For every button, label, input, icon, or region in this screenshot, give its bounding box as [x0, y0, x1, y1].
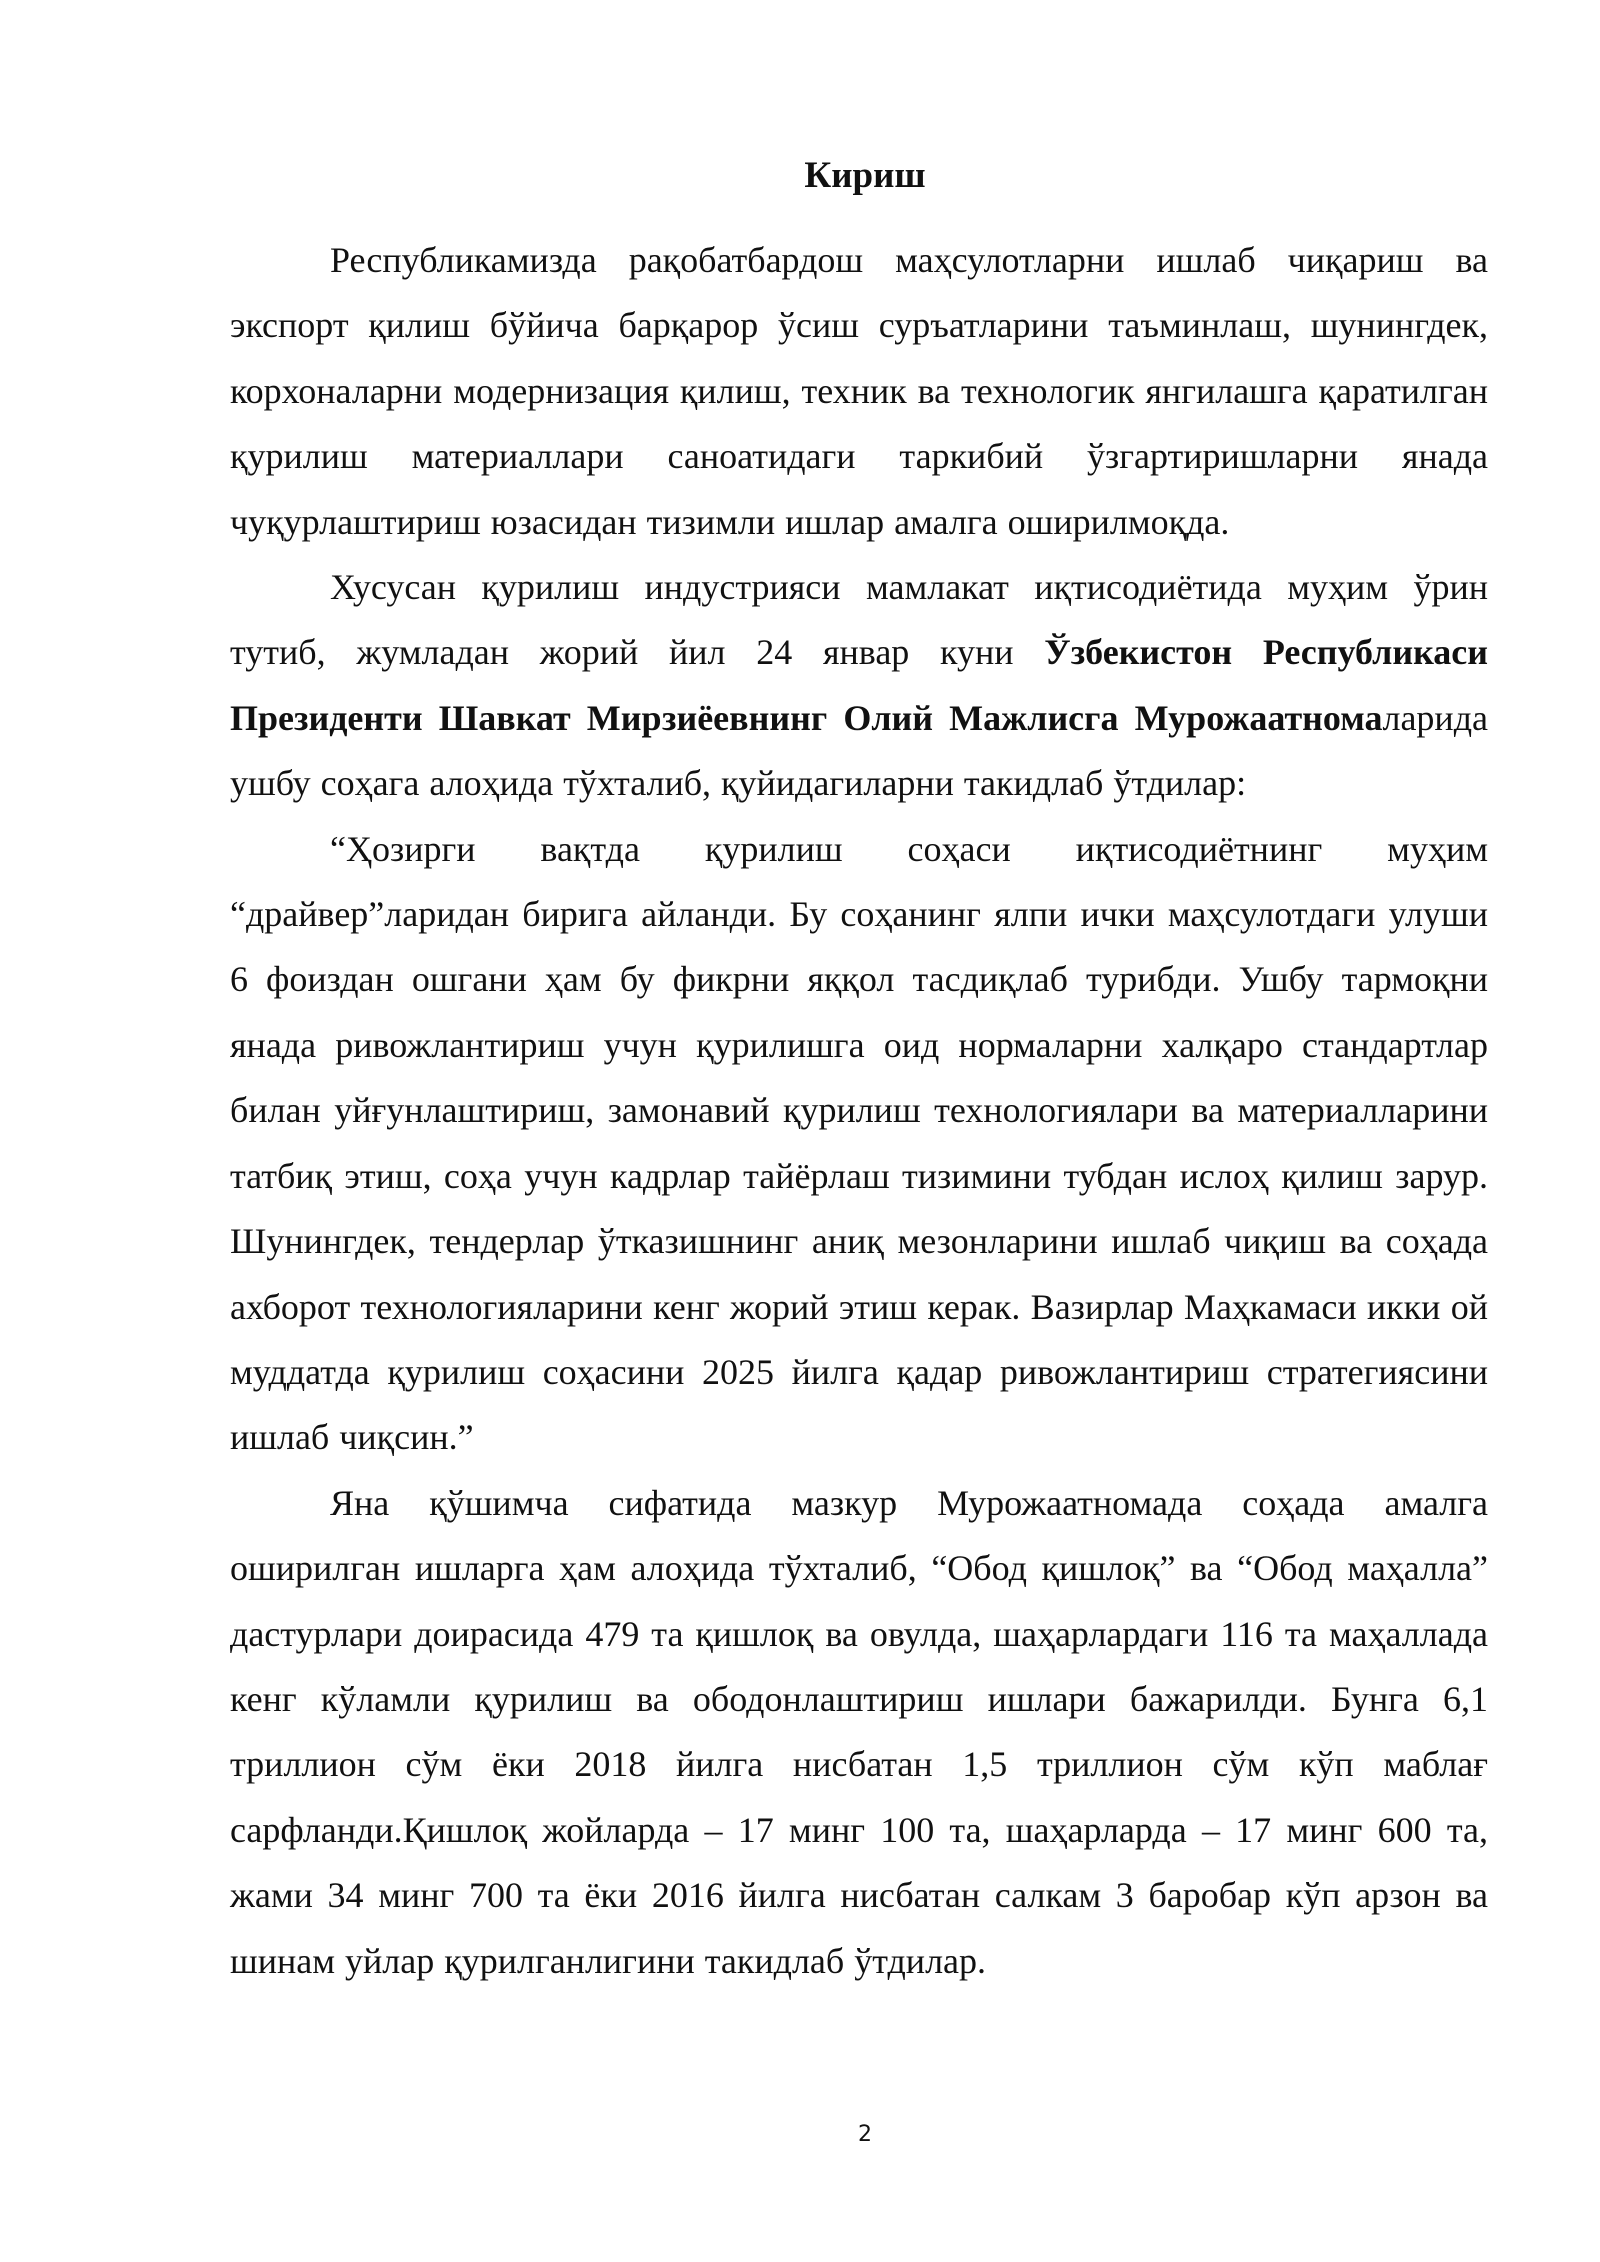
- paragraph-4-text: Яна қўшимча сифатида мазкур Мурожаатномада соҳада амалга оширилган ишларга ҳам алоҳида тўхталиб, “Обод қишлоқ” ва “Обод маҳалла” дастурлари доирасида 479 та қишлоқ ва овулда, шаҳарлардаги 116 та маҳаллада кенг кўламли қурилиш ва ободонлаштириш ишлари бажарилди. Бунга 6,1 триллион сўм ёки 2018 йилга нисбатан 1,5 триллион сўм кўп маблағ сарфланди.Қишлоқ жойларда – 17 минг 100 та, шаҳарларда – 17 минг 600 та, жами 34 минг 700 та ёки 2016 йилга нисбатан салкам 3 баробар кўп арзон ва шинам уйлар қурилганлигини такидлаб ўтдилар.: [230, 1482, 1488, 1981]
- paragraph-4: [230, 1471, 1488, 1994]
- paragraph-1: [230, 228, 1488, 555]
- paragraph-3-text: “Ҳозирги вақтда қурилиш соҳаси иқтисодиётнинг муҳим “драйвер”ларидан бирига айланди. Бу соҳанинг ялпи ички маҳсулотдаги улуши 6 фоиздан ошгани ҳам бу фикрни яққол тасдиқлаб турибди. Ушбу тармоқни янада ривожлантириш учун қурилишга оид нормаларни халқаро стандартлар билан уйғунлаштириш, замонавий қурилиш технологиялари ва материалларини татбиқ этиш, соҳа учун кадрлар тайёрлаш тизимини тубдан ислоҳ қилиш зарур. Шунингдек, тендерлар ўтказишнинг аниқ мезонларини ишлаб чиқиш ва соҳада ахборот технологияларини кенг жорий этиш керак. Вазирлар Маҳкамаси икки ой муддатда қурилиш соҳасини 2025 йилга қадар ривожлантириш стратегиясини ишлаб чиқсин.”: [230, 828, 1488, 1458]
- body-text: [230, 228, 1488, 1994]
- paragraph-2: [230, 555, 1488, 817]
- paragraph-2-text-start: Хусусан қурилиш индустрияси мамлакат иқтисодиётида муҳим ўрин тутиб, жумладан жорий йил 24 январ куни: [230, 567, 1488, 673]
- page-number: 2: [858, 2122, 872, 2147]
- paragraph-1-text: Республикамизда рақобатбардош маҳсулотларни ишлаб чиқариш ва экспорт қилиш бўйича барқарор ўсиш суръатларини таъминлаш, шунингдек, корхоналарни модернизация қилиш, техник ва технологик янгилашга қаратилган қурилиш материаллари саноатидаги таркибий ўзгартиришларни янада чуқурлаштириш юзасидан тизимли ишлар амалга оширилмоқда.: [230, 240, 1488, 542]
- paragraph-2-bold-reference: Ўзбекистон Республикаси Президенти Шавкат Мирзиёевнинг Олий Мажлисга Мурожаатнома: [230, 632, 1488, 738]
- section-heading: Кириш: [804, 155, 926, 196]
- paragraph-3-quote: [230, 817, 1488, 1471]
- paragraph-2-text-end: ларида ушбу соҳага алоҳида тўхталиб, қуйидагиларни такидлаб ўтдилар:: [230, 697, 1488, 804]
